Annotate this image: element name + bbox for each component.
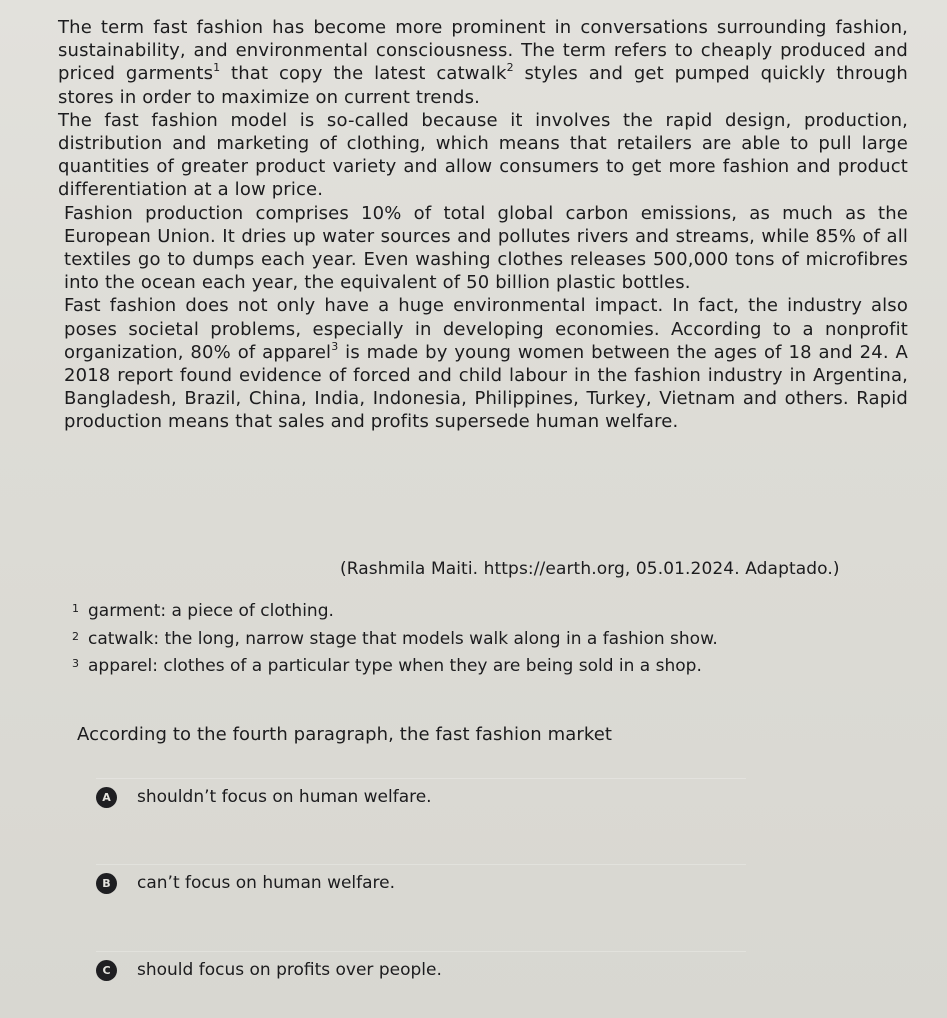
option-text: can’t focus on human welfare. xyxy=(137,873,396,893)
paragraph-1-text-b: that copy the latest catwalk xyxy=(220,63,507,85)
footnotes xyxy=(72,598,718,681)
footnote-text: apparel: clothes of a particular type when they are being sold in a shop. xyxy=(88,656,702,676)
paragraph-1-text-a: The term fast fashion has become more prominent in conversations surrounding fashion, sustainability, and environmental consciousness. The term refers to cheaply produced and priced garments xyxy=(58,17,908,85)
paragraph-4-text-a: Fast fashion does not only have a huge environmental impact. In fact, the industry also poses societal problems, especially in developing economies. According to a nonprofit organization, 80% of apparel xyxy=(64,295,908,363)
footnote xyxy=(72,653,718,681)
paragraph-4-text-b: is made by young women between the ages of 18 and 24. A 2018 report found evidence of forced and child labour in the fashion industry in Argentina, Bangladesh, Brazil, China, India, Indonesia, Philippines, Turkey, Vietnam and others. Rapid production means that sales and profits supersede human welfare. xyxy=(64,341,908,433)
option-letter-badge: A xyxy=(96,787,117,808)
paragraph-2: The fast fashion model is so-called because it involves the rapid design, production, distribution and marketing of clothing, which means that retailers are able to pull large quantities of greater product variety and allow consumers to get more fashion and product differentiation at a low price. xyxy=(58,109,908,201)
footnote-number: 1 xyxy=(72,602,79,615)
option-c[interactable] xyxy=(96,951,746,988)
paragraph-1-text-c: styles and get pumped quickly through stores in order to maximize on current trends. xyxy=(58,63,908,108)
option-text: shouldn’t focus on human welfare. xyxy=(137,787,432,807)
footnote-text: garment: a piece of clothing. xyxy=(88,601,334,621)
passage xyxy=(58,16,908,434)
option-letter-badge: C xyxy=(96,960,117,981)
footnote-number: 3 xyxy=(72,657,79,670)
footnote-ref-2: 2 xyxy=(506,61,514,75)
source-citation: (Rashmila Maiti. https://earth.org, 05.01.2024. Adaptado.) xyxy=(340,559,840,579)
footnote-text: catwalk: the long, narrow stage that models walk along in a fashion show. xyxy=(88,628,718,649)
footnote-ref-1: 1 xyxy=(213,61,221,75)
footnote-ref-3: 3 xyxy=(331,339,339,353)
option-a[interactable] xyxy=(96,778,746,815)
footnote xyxy=(72,598,718,626)
option-b[interactable] xyxy=(96,864,746,901)
footnote xyxy=(72,626,718,654)
option-letter-badge: B xyxy=(96,873,117,894)
footnote-number: 2 xyxy=(72,629,79,643)
question-stem: According to the fourth paragraph, the fast fashion market xyxy=(77,724,613,745)
paragraph-1 xyxy=(58,16,908,109)
paragraph-3: Fashion production comprises 10% of total global carbon emissions, as much as the European Union. It dries up water sources and pollutes rivers and streams, while 85% of all textiles go to dumps each year. Even washing clothes releases 500,000 tons of microfibres into the ocean each year, the equivalent of 50 billion plastic bottles. xyxy=(64,202,908,294)
option-text: should focus on profits over people. xyxy=(137,960,442,980)
paragraph-4 xyxy=(58,294,908,433)
